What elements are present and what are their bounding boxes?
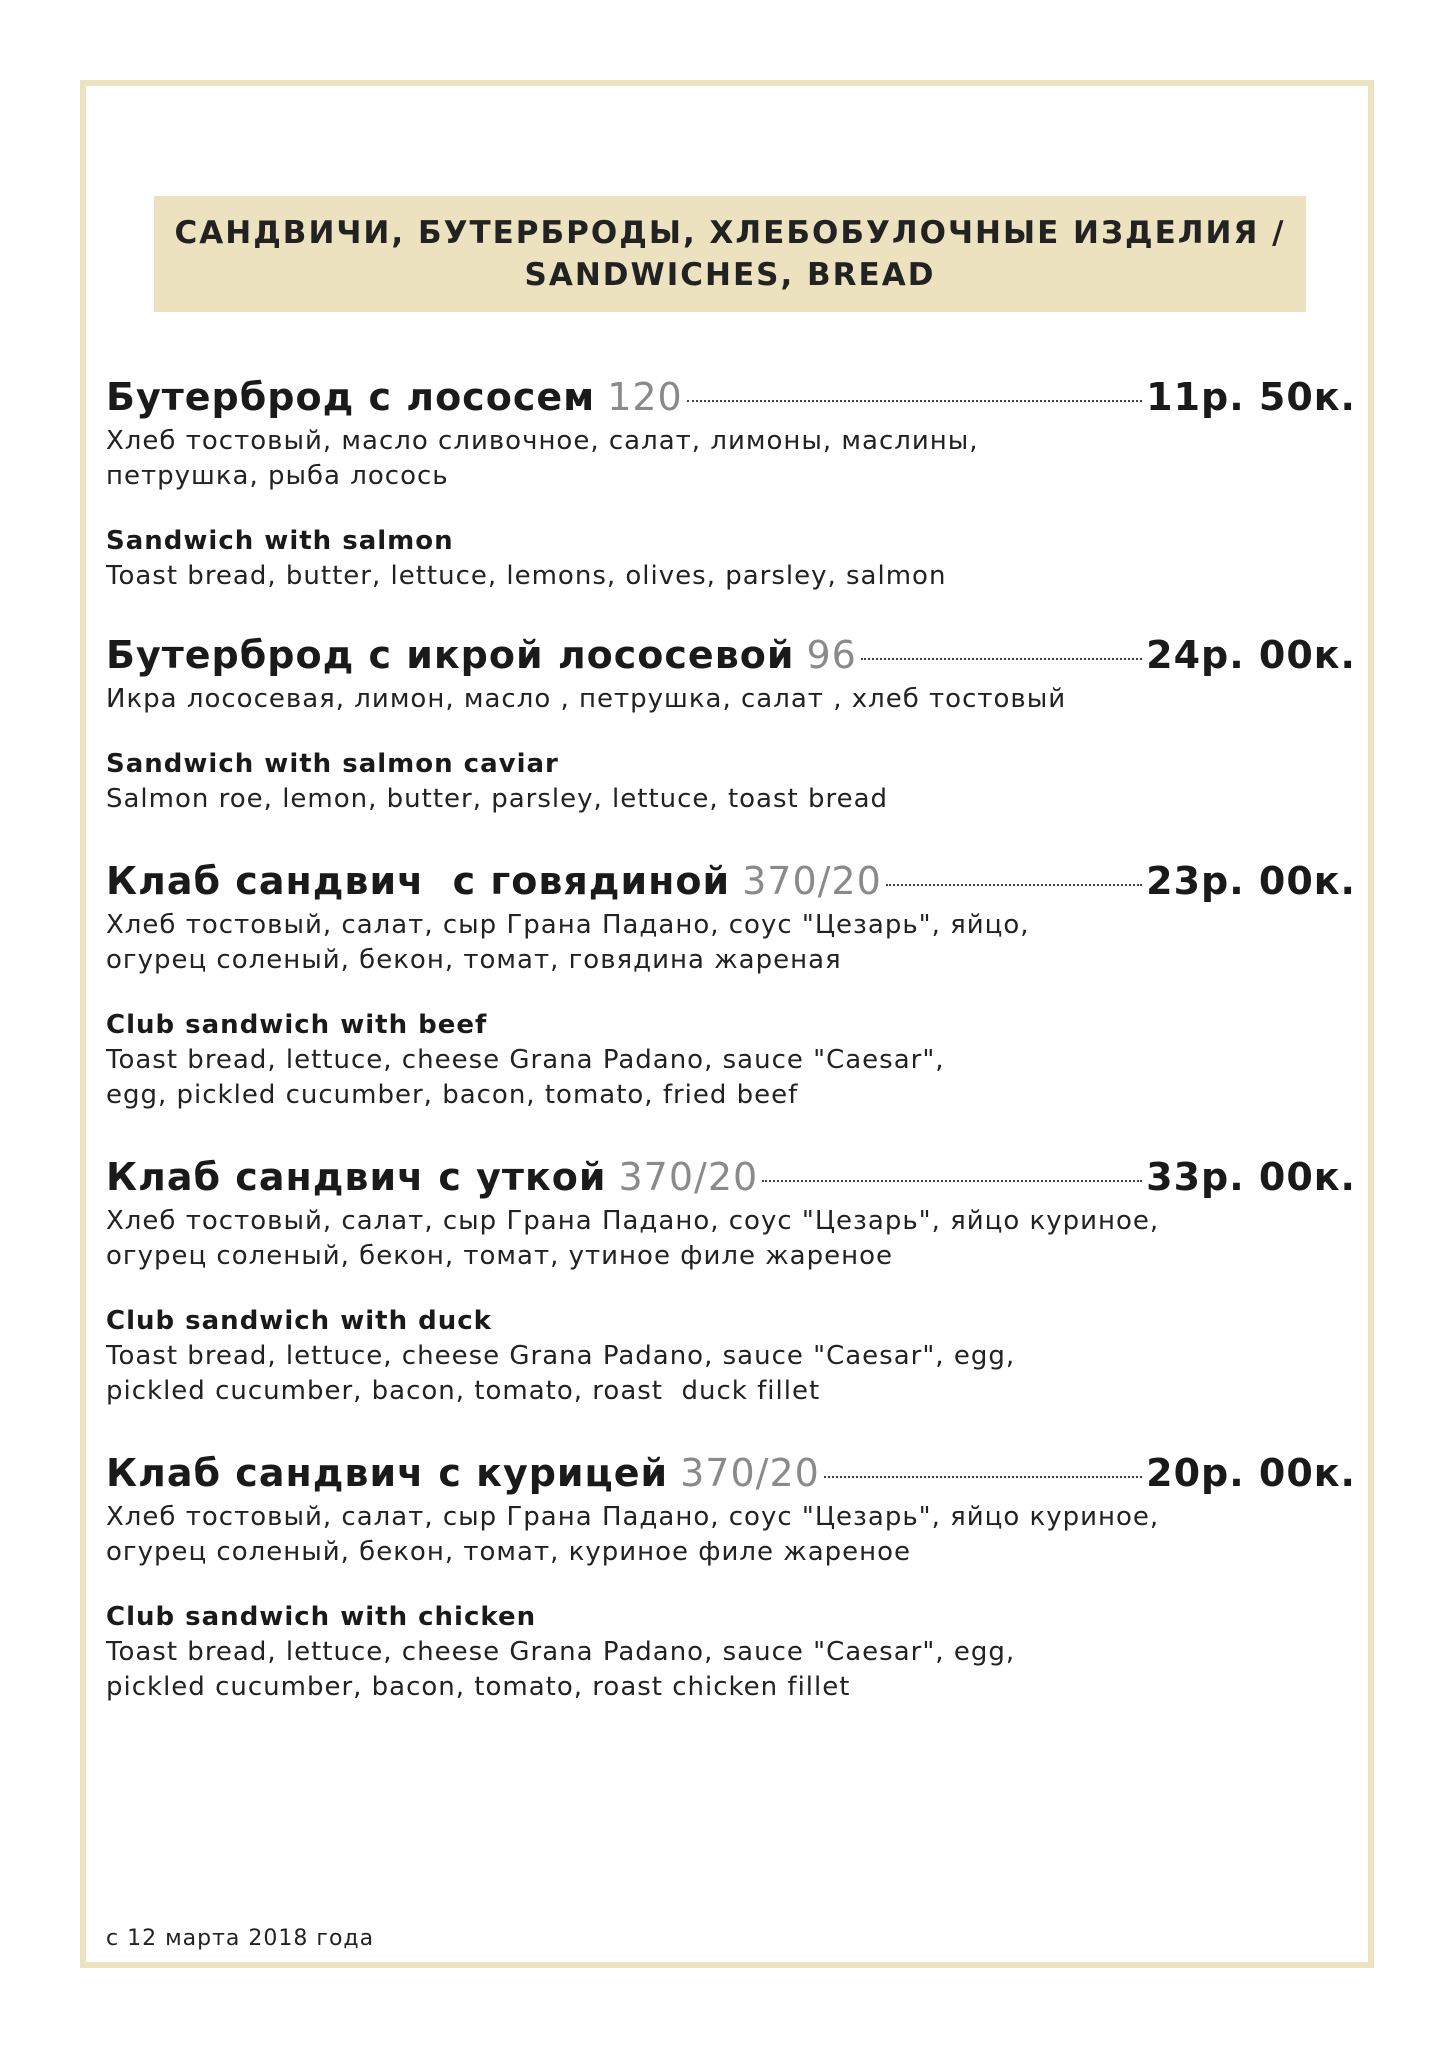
item-name: Клаб сандвич с уткой: [106, 1155, 607, 1199]
validity-date-note: с 12 марта 2018 года: [106, 1926, 375, 1951]
item-description-ru: Хлеб тостовый, салат, сыр Грана Падано, соус "Цезарь", яйцо,: [106, 910, 1030, 940]
item-price: 24р. 00к.: [1146, 633, 1356, 677]
section-title-en: SANDWICHES, BREAD: [524, 257, 936, 293]
menu-item: [106, 1150, 1356, 1409]
item-weight: 120: [607, 375, 683, 419]
item-description-en: Toast bread, lettuce, cheese Grana Padano, sauce "Caesar", egg,: [106, 1637, 1016, 1667]
menu-item: [106, 1446, 1356, 1705]
item-description-ru: петрушка, рыба лосось: [106, 461, 449, 491]
item-description-ru: Хлеб тостовый, масло сливочное, салат, лимоны, маслины,: [106, 426, 979, 456]
dot-leader: [886, 884, 1142, 886]
item-description-en: Toast bread, lettuce, cheese Grana Padano, sauce "Caesar",: [106, 1045, 945, 1075]
dot-leader: [824, 1476, 1142, 1478]
item-description-en: pickled cucumber, bacon, tomato, roast chicken fillet: [106, 1672, 851, 1702]
item-price: 23р. 00к.: [1146, 859, 1356, 903]
item-price: 33р. 00к.: [1146, 1155, 1356, 1199]
dot-leader: [687, 400, 1142, 402]
item-title-row: [106, 628, 1356, 682]
item-description-en: Toast bread, lettuce, cheese Grana Padano, sauce "Caesar", egg,: [106, 1341, 1016, 1371]
item-description-ru: Хлеб тостовый, салат, сыр Грана Падано, соус "Цезарь", яйцо куриное,: [106, 1502, 1160, 1532]
item-title-row: [106, 370, 1356, 424]
item-weight: 370/20: [742, 859, 882, 903]
item-price: 20р. 00к.: [1146, 1451, 1356, 1495]
item-name: Бутерброд с икрой лососевой: [106, 633, 795, 677]
item-description-en: Toast bread, butter, lettuce, lemons, olives, parsley, salmon: [106, 561, 947, 591]
item-description-ru: огурец соленый, бекон, томат, утиное филе жареное: [106, 1241, 893, 1271]
item-description-en: Salmon roe, lemon, butter, parsley, lettuce, toast bread: [106, 784, 889, 814]
item-description-ru: Хлеб тостовый, салат, сыр Грана Падано, соус "Цезарь", яйцо куриное,: [106, 1206, 1160, 1236]
item-description-ru: Икра лососевая, лимон, масло , петрушка, салат , хлеб тостовый: [106, 684, 1067, 714]
item-name: Клаб сандвич с курицей: [106, 1451, 669, 1495]
item-name-en: Club sandwich with duck: [106, 1306, 492, 1336]
menu-item: [106, 628, 1356, 817]
dot-leader: [762, 1180, 1142, 1182]
item-title-row: [106, 854, 1356, 908]
menu-item: [106, 854, 1356, 1113]
item-title-row: [106, 1150, 1356, 1204]
item-weight: 370/20: [680, 1451, 820, 1495]
section-header: [154, 196, 1306, 312]
item-name-en: Club sandwich with chicken: [106, 1602, 537, 1632]
item-price: 11р. 50к.: [1146, 375, 1356, 419]
item-name: Бутерброд с лососем: [106, 375, 596, 419]
item-description-en: egg, pickled cucumber, bacon, tomato, fried beef: [106, 1080, 799, 1110]
item-name: Клаб сандвич с говядиной: [106, 859, 731, 903]
item-name-en: Sandwich with salmon: [106, 526, 454, 556]
section-title-ru: САНДВИЧИ, БУТЕРБРОДЫ, ХЛЕБОБУЛОЧНЫЕ ИЗДЕЛИЯ /: [174, 215, 1286, 251]
item-description-ru: огурец соленый, бекон, томат, куриное филе жареное: [106, 1537, 912, 1567]
menu-item: [106, 370, 1356, 594]
item-weight: 96: [806, 633, 857, 677]
item-description-ru: огурец соленый, бекон, томат, говядина жареная: [106, 945, 842, 975]
dot-leader: [861, 658, 1142, 660]
item-name-en: Sandwich with salmon caviar: [106, 749, 559, 779]
item-weight: 370/20: [618, 1155, 759, 1199]
item-description-en: pickled cucumber, bacon, tomato, roast duck fillet: [106, 1376, 821, 1406]
item-title-row: [106, 1446, 1356, 1500]
item-name-en: Club sandwich with beef: [106, 1010, 488, 1040]
